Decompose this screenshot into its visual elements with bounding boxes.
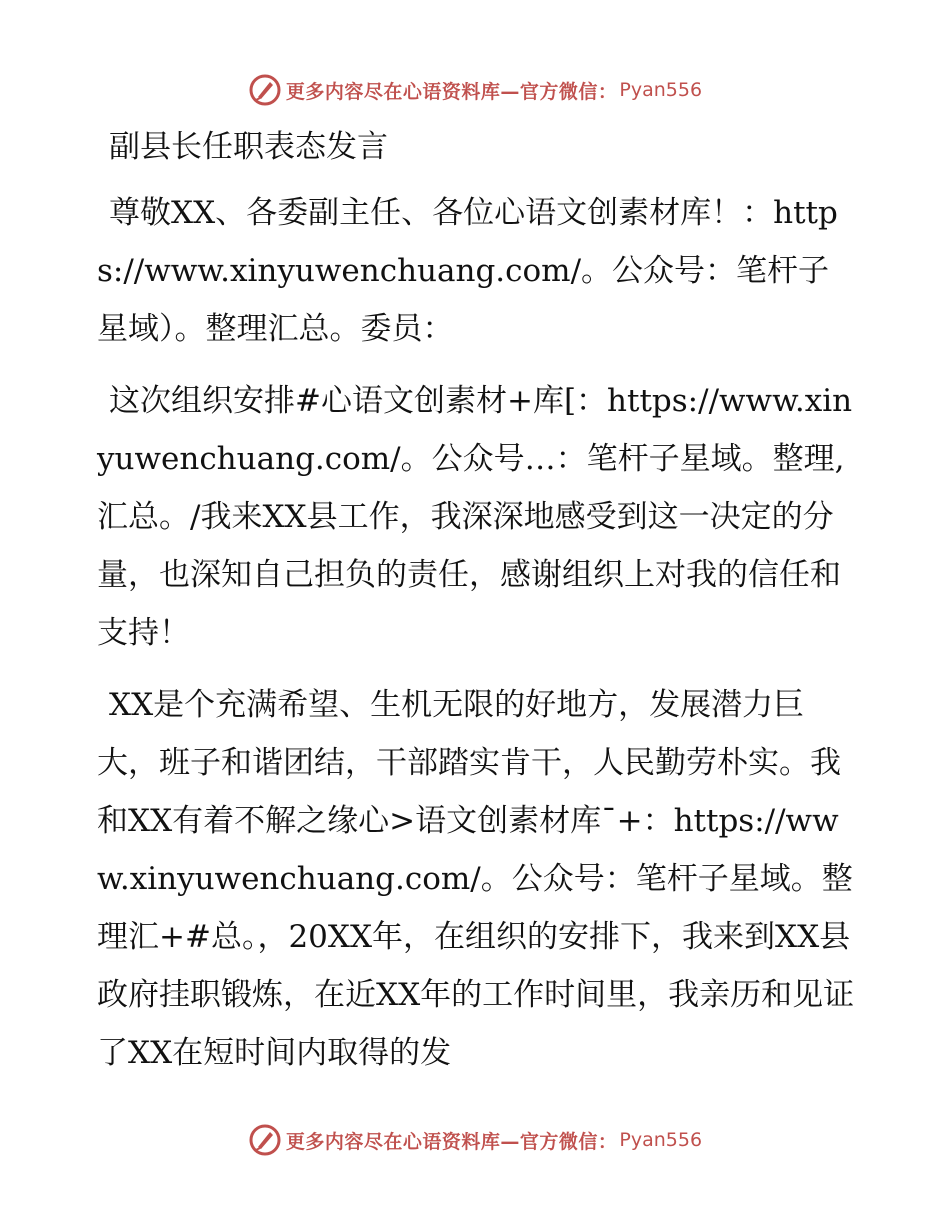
banner-text: 更多内容尽在心语资料库—官方微信： <box>285 1130 618 1153</box>
quill-logo-icon <box>248 1123 282 1157</box>
paragraph-1 <box>97 184 857 358</box>
document-title: 副县长任职表态发言 <box>109 129 388 165</box>
paragraph-1-text: 尊敬XX、各委副主任、各位心语文创素材库！：https://www.xinyuwenchuang.com/。公众号：笔杆子星域）。整理汇总。委员： <box>97 195 838 347</box>
document-body <box>97 118 857 1096</box>
quill-logo-icon <box>248 73 282 107</box>
banner-wechat-id: Pyan556 <box>619 79 703 101</box>
header-banner <box>0 70 950 110</box>
paragraph-2-text: 这次组织安排#心语文创素材+库[：https://www.xinyuwenchuang.com/。公众号…：笔杆子星域。整理,汇总。/我来XX县工作，我深深地感受到这一决定的分量，也深知自己担负的责任，感谢组织上对我的信任和支持！ <box>97 383 853 651</box>
banner-wechat-id: Pyan556 <box>619 1129 703 1151</box>
paragraph-3 <box>97 676 857 1082</box>
paragraph-2 <box>97 372 857 662</box>
footer-banner <box>0 1120 950 1160</box>
paragraph-3-text: XX是个充满希望、生机无限的好地方，发展潜力巨大，班子和谐团结，干部踏实肯干，人民勤劳朴实。我和XX有着不解之缘心>语文创素材库¯+：https://www.xinyuwenchuang.com/。公众号：笔杆子星域。整理汇+#总。，20XX年，在组织的安排下，我来到XX县政府挂职锻炼，在近XX年的工作时间里，我亲历和见证了XX在短时间内取得的发 <box>97 687 855 1071</box>
banner-text: 更多内容尽在心语资料库—官方微信： <box>285 80 618 103</box>
